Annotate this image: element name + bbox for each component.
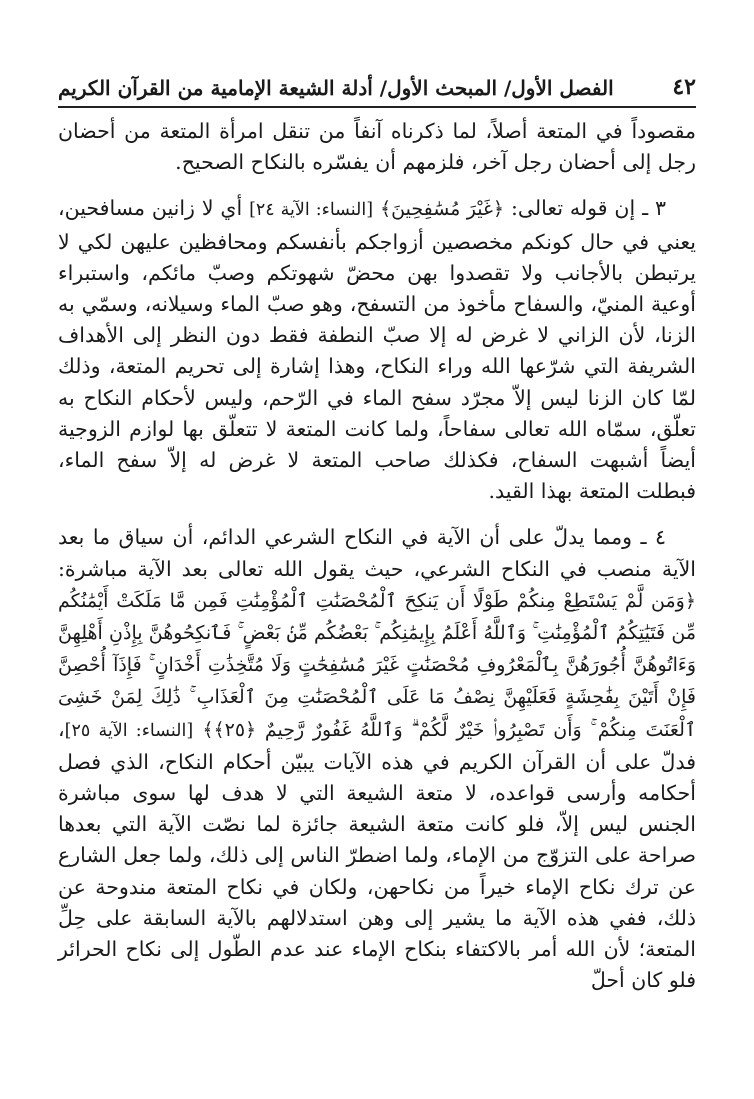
paragraph-2-lead: ٣ ـ إن قوله تعالى: [510, 196, 666, 221]
paragraph-1 [58, 116, 696, 178]
verse-reference-24: [النساء: الآية ٢٤] [249, 200, 374, 221]
verse-reference-25: [النساء: الآية ٢٥] [64, 720, 194, 741]
running-header [58, 64, 696, 108]
paragraph-2-text: أي لا زانين مسافحين، يعني في حال كونكم مخصصين أزواجكم بأنفسكم ومحافظين عليهن لكي لا يرتبطن بالأجانب ولا تقصدوا بهن محضّ شهوتكم وصبّ مائكم، واستبراء أوعية المنيّ، والسفاح مأخوذ من التسفح، وهو صبّ الماء وسيلانه، وسمّي به الزنا، لأن الزاني لا غرض له إلا صبّ النطفة فقط دون النظر إلى الأهداف الشريفة التي شرّعها الله وراء النكاح، وهذا إشارة إلى تحريم المتعة، وذلك لمّا كان الزنا ليس إلاّ مجرّد سفح الماء في الرّحم، وليس لأحكام النكاح به تعلّق، سمّاه الله تعالى سفاحاً، ولما كانت المتعة لا تتعلّق بها لوازم الزوجية أيضاً أشبهت السفاح، فكذلك صاحب المتعة لا غرض له إلاّ سفح الماء، فبطلت المتعة بهذا القيد. [58, 196, 696, 504]
paragraph-3-lead: ٤ ـ ومما يدلّ على أن الآية في النكاح الشرعي الدائم، أن سياق ما بعد الآية منصب في النكاح الشرعي، حيث يقول الله تعالى بعد الآية مباشرة: [58, 525, 696, 581]
running-title: الفصل الأول/ المبحث الأول/ أدلة الشيعة الإمامية من القرآن الكريم [58, 76, 614, 100]
page-body [58, 116, 696, 996]
paragraph-2 [58, 193, 696, 507]
page-number: ٤٢ [672, 74, 696, 100]
paragraph-3-text: ، فدلّ على أن القرآن الكريم في هذه الآيات يبيّن أحكام النكاح، الذي فصل أحكامه وأرسى قواعده، لا متعة الشيعة التي لا هدف لها سوى مباشرة الجنس ليس إلاّ، فلو كانت متعة الشيعة جائزة لما نصّت الآية التي بعدها صراحة على التزوّج من الإماء، ولما اضطرّ الناس إلى ذلك، ولما جعل الشارع عن ترك نكاح الإماء خيراً من نكاحهن، ولكان في نكاح المتعة مندوحة عن ذلك، ففي هذه الآية ما يشير إلى وهن استدلالهم بالآية السابقة على حِلِّ المتعة؛ لأن الله أمر بالاكتفاء بنكاح الإماء عند عدم الطّول إلى نكاح الحرائر فلو كان أحلّ [58, 716, 696, 993]
quran-verse-long: ﴿وَمَن لَّمْ يَسْتَطِعْ مِنكُمْ طَوْلًا أَن يَنكِحَ ٱلْمُحْصَنَٰتِ ٱلْمُؤْمِنَٰتِ فَمِن مَّا مَلَكَتْ أَيْمَٰنُكُم مِّن فَتَيَٰتِكُمُ ٱلْمُؤْمِنَٰتِ ۚ وَٱللَّهُ أَعْلَمُ بِإِيمَٰنِكُم ۚ بَعْضُكُم مِّنۢ بَعْضٍ ۚ فَٱنكِحُوهُنَّ بِإِذْنِ أَهْلِهِنَّ وَءَاتُوهُنَّ أُجُورَهُنَّ بِٱلْمَعْرُوفِ مُحْصَنَٰتٍ غَيْرَ مُسَٰفِحَٰتٍ وَلَا مُتَّخِذَٰتِ أَخْدَانٍ ۚ فَإِذَآ أُحْصِنَّ فَإِنْ أَتَيْنَ بِفَٰحِشَةٍ فَعَلَيْهِنَّ نِصْفُ مَا عَلَى ٱلْمُحْصَنَٰتِ مِنَ ٱلْعَذَابِ ۚ ذَٰلِكَ لِمَنْ خَشِىَ ٱلْعَنَتَ مِنكُمْ ۚ وَأَن تَصْبِرُوا۟ خَيْرٌ لَّكُمْ ۗ وَٱللَّهُ غَفُورٌ رَّحِيمٌ ﴿٢٥﴾﴾ [58, 589, 696, 741]
quran-verse-short: ﴿غَيْرَ مُسَٰفِحِينَ﴾ [379, 198, 505, 221]
paragraph-1-text: مقصوداً في المتعة أصلاً، لما ذكرناه آنفاً من تنقل امرأة المتعة من أحضان رجل إلى أحضان رجل آخر، فلزمهم أن يفسّره بالنكاح الصحيح. [58, 119, 696, 175]
paragraph-3 [58, 522, 696, 996]
